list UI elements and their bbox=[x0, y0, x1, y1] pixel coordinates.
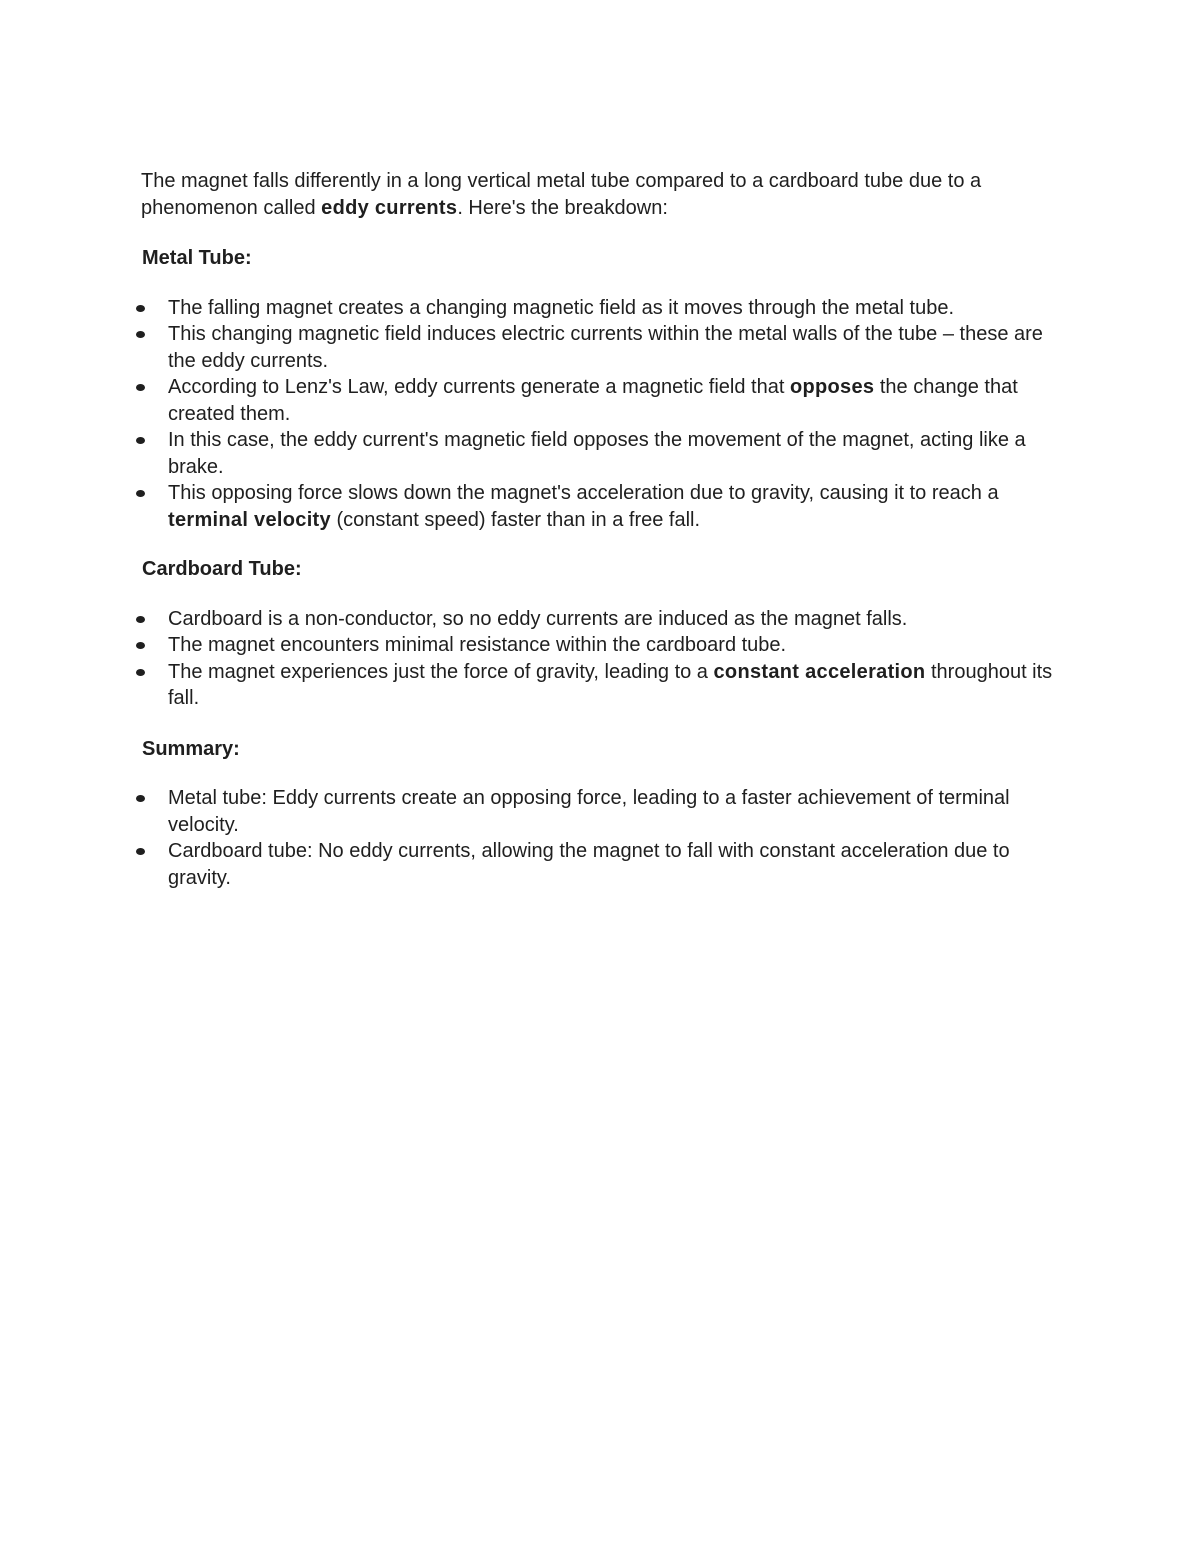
cardboard-tube-list bbox=[141, 606, 1061, 712]
emphasis-terminal-velocity: terminal velocity bbox=[168, 508, 331, 531]
emphasis-opposes: opposes bbox=[789, 376, 875, 398]
bullet-icon bbox=[136, 616, 145, 623]
list-item: According to Lenz's Law, eddy currents generate a magnetic field that opposes the change that created them. bbox=[141, 374, 1061, 427]
list-item: The magnet experiences just the force of gravity, leading to a constant acceleration throughout its fall. bbox=[141, 659, 1061, 712]
bullet-icon bbox=[136, 642, 145, 649]
metal-tube-list bbox=[141, 295, 1061, 534]
bullet-icon bbox=[136, 384, 145, 391]
list-item: The falling magnet creates a changing magnetic field as it moves through the metal tube. bbox=[141, 295, 1061, 322]
bullet-icon bbox=[136, 669, 145, 676]
bullet-icon bbox=[136, 848, 145, 855]
list-item: This changing magnetic field induces electric currents within the metal walls of the tube – these are the eddy currents. bbox=[141, 321, 1061, 374]
list-item: The magnet encounters minimal resistance within the cardboard tube. bbox=[141, 632, 1061, 659]
list-item: In this case, the eddy current's magnetic field opposes the movement of the magnet, acting like a brake. bbox=[141, 427, 1061, 480]
bullet-icon bbox=[136, 331, 145, 338]
list-item: This opposing force slows down the magnet's acceleration due to gravity, causing it to reach a terminal velocity (constant speed) faster than in a free fall. bbox=[141, 480, 1061, 533]
bullet-icon bbox=[136, 305, 145, 312]
heading-cardboard-tube: Cardboard Tube: bbox=[142, 558, 302, 580]
list-item: Metal tube: Eddy currents create an opposing force, leading to a faster achievement of terminal velocity. bbox=[141, 785, 1061, 838]
document-page bbox=[141, 168, 1061, 891]
list-item: Cardboard is a non-conductor, so no eddy currents are induced as the magnet falls. bbox=[141, 606, 1061, 633]
emphasis-eddy-currents: eddy currents bbox=[321, 196, 458, 219]
bullet-icon bbox=[136, 437, 145, 444]
emphasis-constant-acceleration: constant acceleration bbox=[713, 660, 926, 683]
bullet-icon bbox=[136, 795, 145, 802]
heading-metal-tube: Metal Tube: bbox=[142, 247, 252, 269]
list-item: Cardboard tube: No eddy currents, allowing the magnet to fall with constant acceleration due to gravity. bbox=[141, 838, 1061, 891]
heading-summary: Summary: bbox=[142, 737, 240, 760]
summary-list bbox=[141, 785, 1061, 891]
intro-paragraph: The magnet falls differently in a long vertical metal tube compared to a cardboard tube due to a phenomenon called eddy currents. Here's the breakdown: bbox=[141, 170, 982, 219]
bullet-icon bbox=[136, 490, 145, 497]
